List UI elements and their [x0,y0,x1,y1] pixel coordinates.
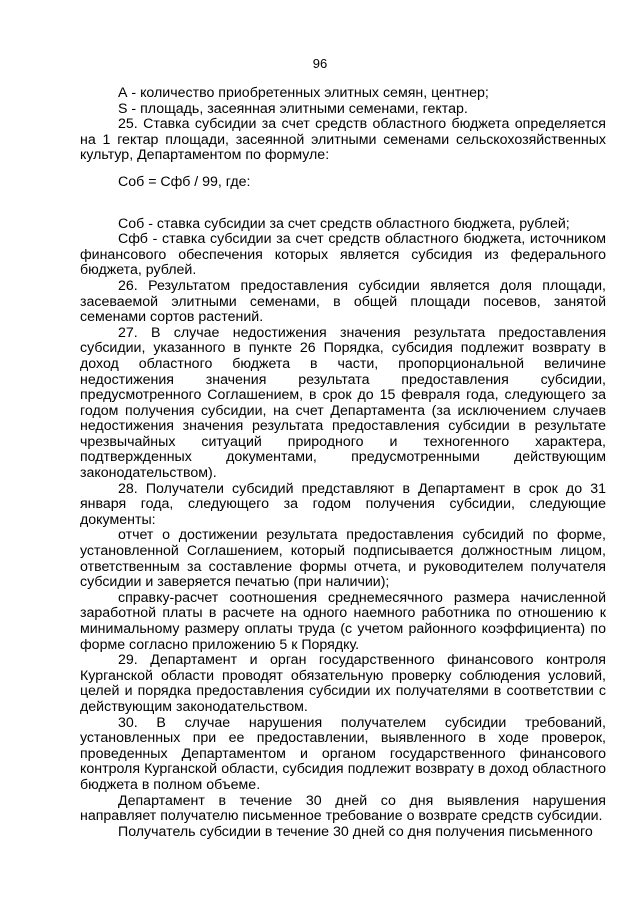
document-body [80,86,606,840]
paragraph-sfb-definition: Сфб - ставка субсидии за счет средств областного бюджета, источником финансового обеспечения которых является субсидия из федерального бюджета, рублей. [80,231,606,279]
paragraph-28-certificate: справку-расчет соотношения среднемесячного размера начисленной заработной платы в расчете на одного наемного работника по отношению к минимальному размеру оплаты труда (с учетом районного коэффициента) по форме согласно приложению 5 к Порядку. [80,589,606,653]
paragraph-30: 30. В случае нарушения получателем субсидии требований, установленных при ее предоставлении, выявленного в ходе проверок, проведенных Департаментом и органом государственного финансового контроля Курганской области, субсидия подлежит возврату в доход областного бюджета в полном объеме. [80,714,606,793]
paragraph-sob-definition: Соб - ставка субсидии за счет средств областного бюджета, рублей; [118,215,570,232]
formula: Соб = Сфб / 99, где: [118,173,251,190]
paragraph-27: 27. В случае недостижения значения результата предоставления субсидии, указанного в пункте 26 Порядка, субсидия подлежит возврату в доход областного бюджета в части, пропорциональной величине недостижения значения результата предоставления субсидии, предусмотренного Соглашением, в срок до 15 февраля года, следующего за годом получения субсидии, на счет Департамента (за исключением случаев недостижения значения результата предоставления субсидии в результате чрезвычайных ситуаций природного и техногенного характера, подтвержденных документами, предусмотренными действующим законодательством). [80,324,606,482]
paragraph-25: 25. Ставка субсидии за счет средств областного бюджета определяется на 1 гектар площади, засеянной элитными семенами сельскохозяйственных культур, Департаментом по формуле: [80,116,606,164]
paragraph-26: 26. Результатом предоставления субсидии является доля площади, засеваемой элитными семенами, в общей площади посевов, занятой семенами сортов растений. [80,277,606,326]
paragraph-s-definition: S - площадь, засеянная элитными семенами, гектар. [118,100,468,117]
paragraph-recipient-return: Получатель субсидии в течение 30 дней со дня получения письменного [118,823,593,840]
paragraph-29: 29. Департамент и орган государственного финансового контроля Курганской области проводят обязательную проверку соблюдения условий, целей и порядка предоставления субсидии их получателями в соответствии с действующим законодательством. [80,652,606,715]
paragraph-department-requirement: Департамент в течение 30 дней со дня выявления нарушения направляет получателю письменное требование о возврате средств субсидии. [80,792,606,825]
page-number: 96 [312,56,328,71]
paragraph-28-report: отчет о достижении результата предоставления субсидий по форме, установленной Соглашением, который подписывается должностным лицом, ответственным за составление формы отчета, и руководителем получателя субсидии и заверяется печатью (при наличии); [80,527,606,591]
paragraph-28: 28. Получатели субсидий представляют в Департамент в срок до 31 января года, следующего за годом получения субсидии, следующие документы: [80,480,606,528]
paragraph-a-definition: А - количество приобретенных элитных семян, центнер; [118,85,489,101]
spacer [80,191,606,217]
